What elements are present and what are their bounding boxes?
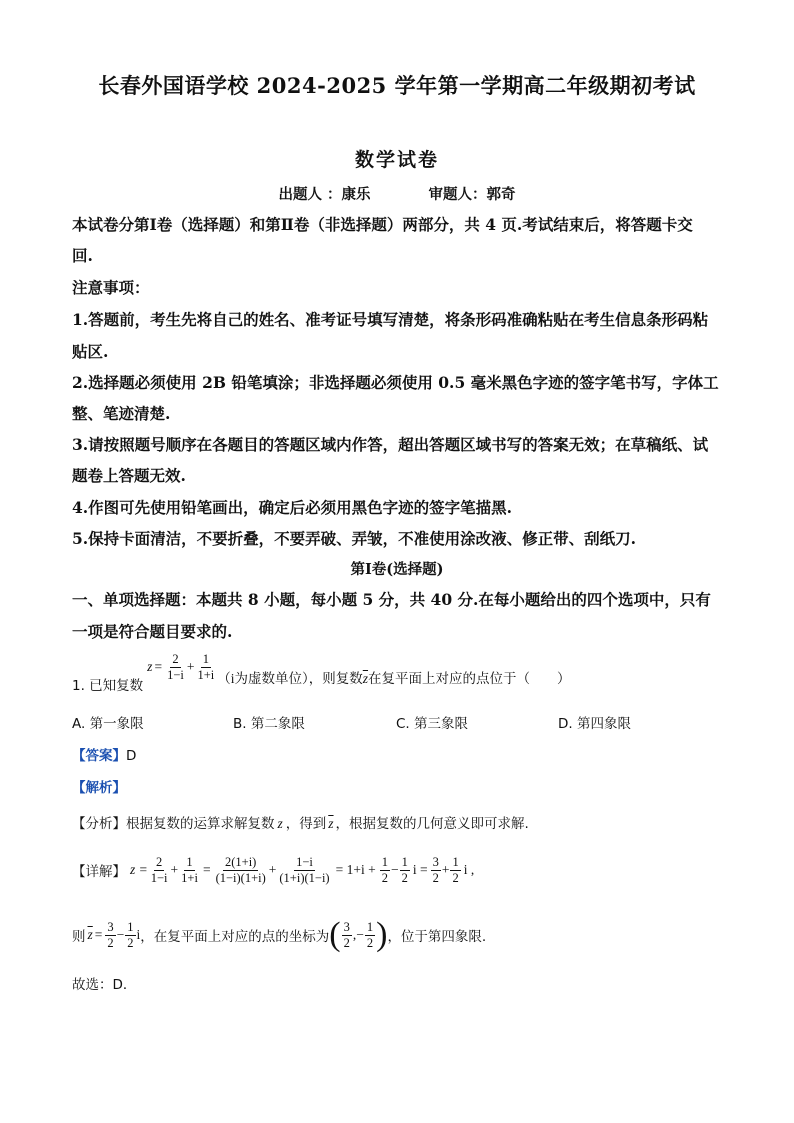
- fraction: $\frac{3}{2}$: [343, 919, 350, 950]
- author-label: 出题人 ：康乐: [278, 186, 371, 203]
- detail-tag: 【详解】: [72, 864, 126, 880]
- var-z-bar: $\overline{z}$: [362, 671, 369, 686]
- fraction: $\frac{2}{1-i}$: [150, 854, 168, 885]
- fraction: $\frac{3}{2}$: [432, 854, 439, 885]
- fraction: $\frac{1}{2}$: [381, 854, 388, 885]
- exam-title: 长春外国语学校 2024-2025 学年第一学期高二年级期初考试: [98, 73, 696, 98]
- intro-line-1: 本试卷分第Ⅰ卷（选择题）和第Ⅱ卷（非选择题）两部分，共 4 页.考试结束后，将答题卡交: [72, 215, 693, 234]
- conclusion-line: 故选：D．: [72, 977, 137, 993]
- note-line: 1.答题前，考生先将自己的姓名、准考证号填写清楚，将条形码准确粘贴在考生信息条形码粘: [72, 310, 709, 329]
- fraction: $\frac{1}{2}$: [366, 919, 374, 950]
- plus-sign: +: [186, 659, 195, 674]
- fraction: $\frac{3}{2}$: [107, 919, 114, 950]
- question-1: [72, 652, 571, 696]
- reviewer-label: 审题人：郭奇: [428, 186, 516, 203]
- section-desc-line-2: 一项是符合题目要求的.: [72, 622, 233, 641]
- intro-line-2: 回.: [72, 246, 93, 265]
- detail-formula: 【详解】 z = $\frac{2}{1-i}$ + $\frac{1}{1+i}$ = $\frac{2(1+i)}{(1-i)(1+i)}$ + $\frac{1-i}{(1+i)(1-i)}$ = 1+i + $\frac{1}{2}$ − $\frac{1}{2}$ i = $\frac{3}{2}$ + $\frac{1}{2}$ i ,: [72, 854, 475, 885]
- answer-tag: 【答案】: [72, 748, 126, 764]
- section-title: 第Ⅰ卷(选择题): [350, 561, 444, 578]
- note-line: 贴区.: [72, 342, 109, 361]
- fraction: $\frac{1-i}{(1+i)(1-i)}$: [279, 854, 330, 885]
- note-line: 2.选择题必须使用 2B 铅笔填涂；非选择题必须使用 0.5 毫米黑色字迹的签字笔书写，字体工: [72, 373, 719, 392]
- analysis-tag: 【解析】: [72, 780, 126, 796]
- question-1-rest: （i为虚数单位），则复数$\overline{z}$在复平面上对应的点位于（ ）: [217, 671, 571, 687]
- question-1-prefix: 1. 已知复数: [72, 678, 144, 694]
- fraction: $\frac{1}{2}$: [127, 919, 134, 950]
- note-line: 4.作图可先使用铅笔画出，确定后必须用黑色字迹的签字笔描黑.: [72, 498, 513, 517]
- fraction: $\frac{2}{1-i}$: [167, 651, 184, 682]
- note-line: 3.请按照题号顺序在各题目的答题区域内作答，超出答题区域书写的答案无效；在草稿纸、试: [72, 435, 709, 454]
- equals-sign: =: [154, 659, 163, 674]
- choice-b[interactable]: B. 第二象限: [233, 716, 305, 732]
- analysis-line: [72, 776, 126, 796]
- fenxi-line: 【分析】根据复数的运算求解复数 z ，得到 $\overline{z}$ ，根据复数的几何意义即可求解.: [72, 816, 529, 832]
- answer-value: D: [126, 748, 137, 764]
- choice-c[interactable]: C. 第三象限: [396, 716, 469, 732]
- fraction: $\frac{1}{2}$: [401, 854, 408, 885]
- notes-heading: 注意事项：: [72, 278, 150, 297]
- fraction: $\frac{1}{2}$: [452, 854, 459, 885]
- exam-subtitle: 数学试卷: [354, 149, 439, 171]
- fraction: $\frac{1}{1+i}$: [197, 651, 215, 682]
- fraction: $\frac{2(1+i)}{(1-i)(1+i)}$: [215, 854, 266, 885]
- answer-line: [72, 744, 136, 764]
- choice-d[interactable]: D. 第四象限: [558, 716, 631, 732]
- note-line: 整、笔迹清楚.: [72, 404, 171, 423]
- choice-a[interactable]: A. 第一象限: [72, 716, 144, 732]
- result-formula: 则 $\overline{z}$ = $\frac{3}{2}$ − $\frac{1}{2}$ i ，在复平面上对应的点的坐标为 ( $\frac{3}{2}$ ,− $\frac{1}{2}$ ) ，位于第四象限.: [72, 916, 487, 953]
- note-line: 题卷上答题无效.: [72, 466, 186, 485]
- authors-line: [0, 183, 794, 204]
- question-1-formula: [143, 652, 217, 683]
- imag-unit: i: [230, 671, 235, 686]
- section-desc-line-1: 一、单项选择题：本题共 8 小题，每小题 5 分，共 40 分.在每小题给出的四个选项中，只有: [72, 590, 711, 609]
- fenxi-tag: 【分析】: [72, 816, 126, 832]
- var-z: z: [147, 659, 153, 674]
- note-line: 5.保持卡面清洁，不要折叠，不要弄破、弄皱，不准使用涂改液、修正带、刮纸刀.: [72, 529, 637, 548]
- fraction: $\frac{1}{1+i}$: [181, 854, 198, 885]
